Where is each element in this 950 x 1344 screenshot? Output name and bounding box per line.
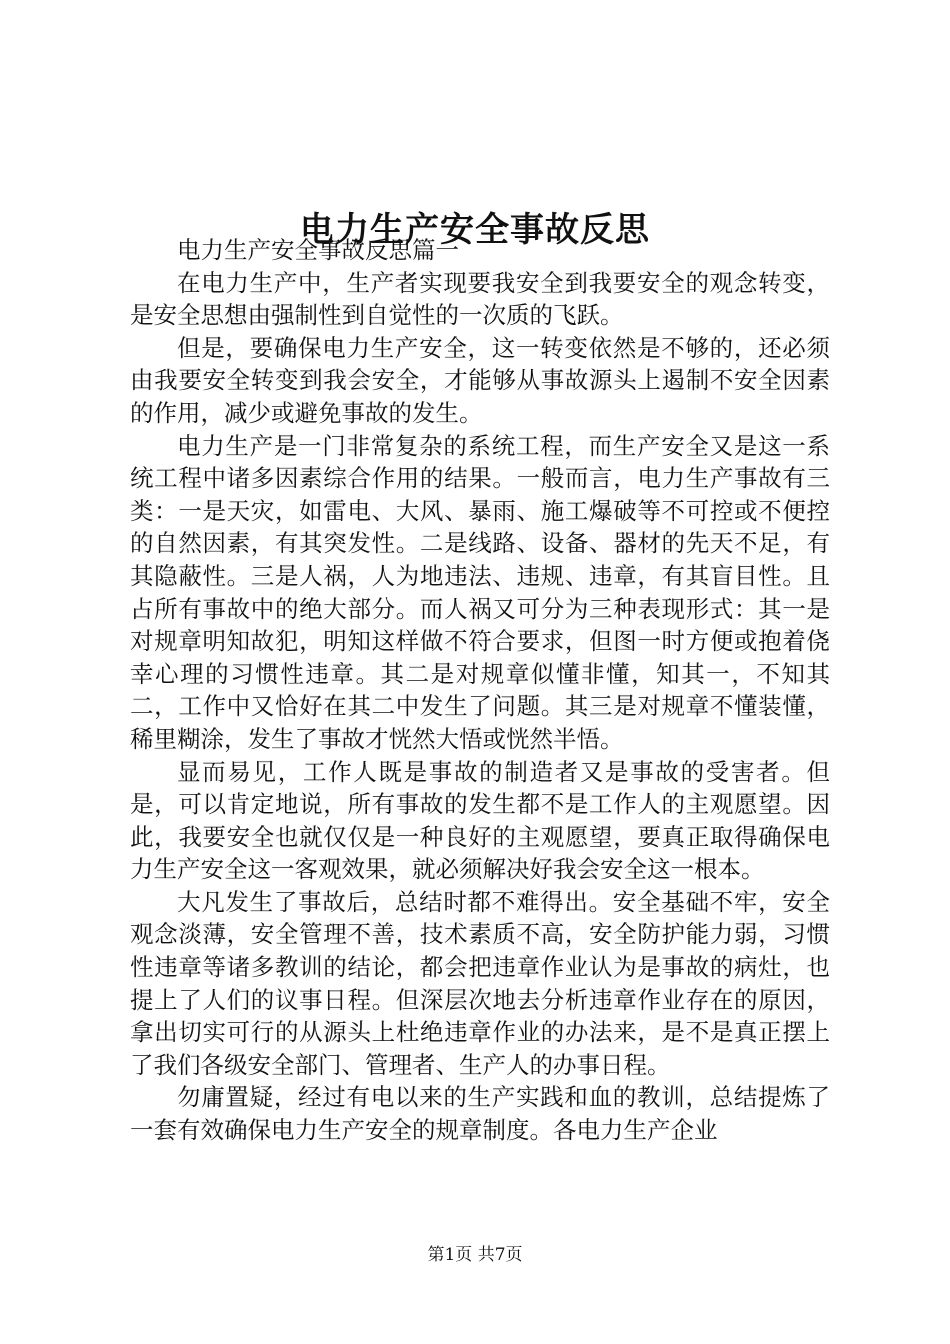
section-heading: 电力生产安全事故反思篇一 <box>177 236 459 264</box>
paragraph: 在电力生产中，生产者实现要我安全到我要安全的观念转变，是安全思想由强制性到自觉性的一次质的飞跃。 <box>130 268 830 330</box>
paragraph: 但是，要确保电力生产安全，这一转变依然是不够的，还必须由我要安全转变到我会安全，才能够从事故源头上遏制不安全因素的作用，减少或避免事故的发生。 <box>130 333 830 427</box>
document-body <box>130 234 830 1147</box>
page-number: 第1页 共7页 <box>427 1245 523 1265</box>
paragraph: 显而易见，工作人既是事故的制造者又是事故的受害者。但是，可以肯定地说，所有事故的发生都不是工作人的主观愿望。因此，我要安全也就仅仅是一种良好的主观愿望，要真正取得确保电力生产安全这一客观效果，就必须解决好我会安全这一根本。 <box>130 757 830 884</box>
page-footer <box>0 1243 950 1267</box>
paragraph: 勿庸置疑，经过有电以来的生产实践和血的教训，总结提炼了一套有效确保电力生产安全的规章制度。各电力生产企业 <box>130 1083 830 1145</box>
paragraph: 电力生产是一门非常复杂的系统工程，而生产安全又是这一系统工程中诸多因素综合作用的结果。一般而言，电力生产事故有三类：一是天灾，如雷电、大风、暴雨、施工爆破等不可控或不便控的自然因素，有其突发性。二是线路、设备、器材的先天不足，有其隐蔽性。三是人祸，人为地违法、违规、违章，有其盲目性。且占所有事故中的绝大部分。而人祸又可分为三种表现形式：其一是对规章明知故犯，明知这样做不符合要求，但图一时方便或抱着侥幸心理的习惯性违章。其二是对规章似懂非懂，知其一，不知其二，工作中又恰好在其二中发生了问题。其三是对规章不懂装懂，稀里糊涂，发生了事故才恍然大悟或恍然半悟。 <box>130 431 830 753</box>
document-title: 电力生产安全事故反思 <box>300 209 650 250</box>
paragraph: 大凡发生了事故后，总结时都不难得出。安全基础不牢，安全观念淡薄，安全管理不善，技术素质不高，安全防护能力弱，习惯性违章等诸多教训的结论，都会把违章作业认为是事故的病灶，也提上了人们的议事日程。但深层次地去分析违章作业存在的原因，拿出切实可行的从源头上杜绝违章作业的办法来，是不是真正摆上了我们各级安全部门、管理者、生产人的办事日程。 <box>130 887 830 1079</box>
